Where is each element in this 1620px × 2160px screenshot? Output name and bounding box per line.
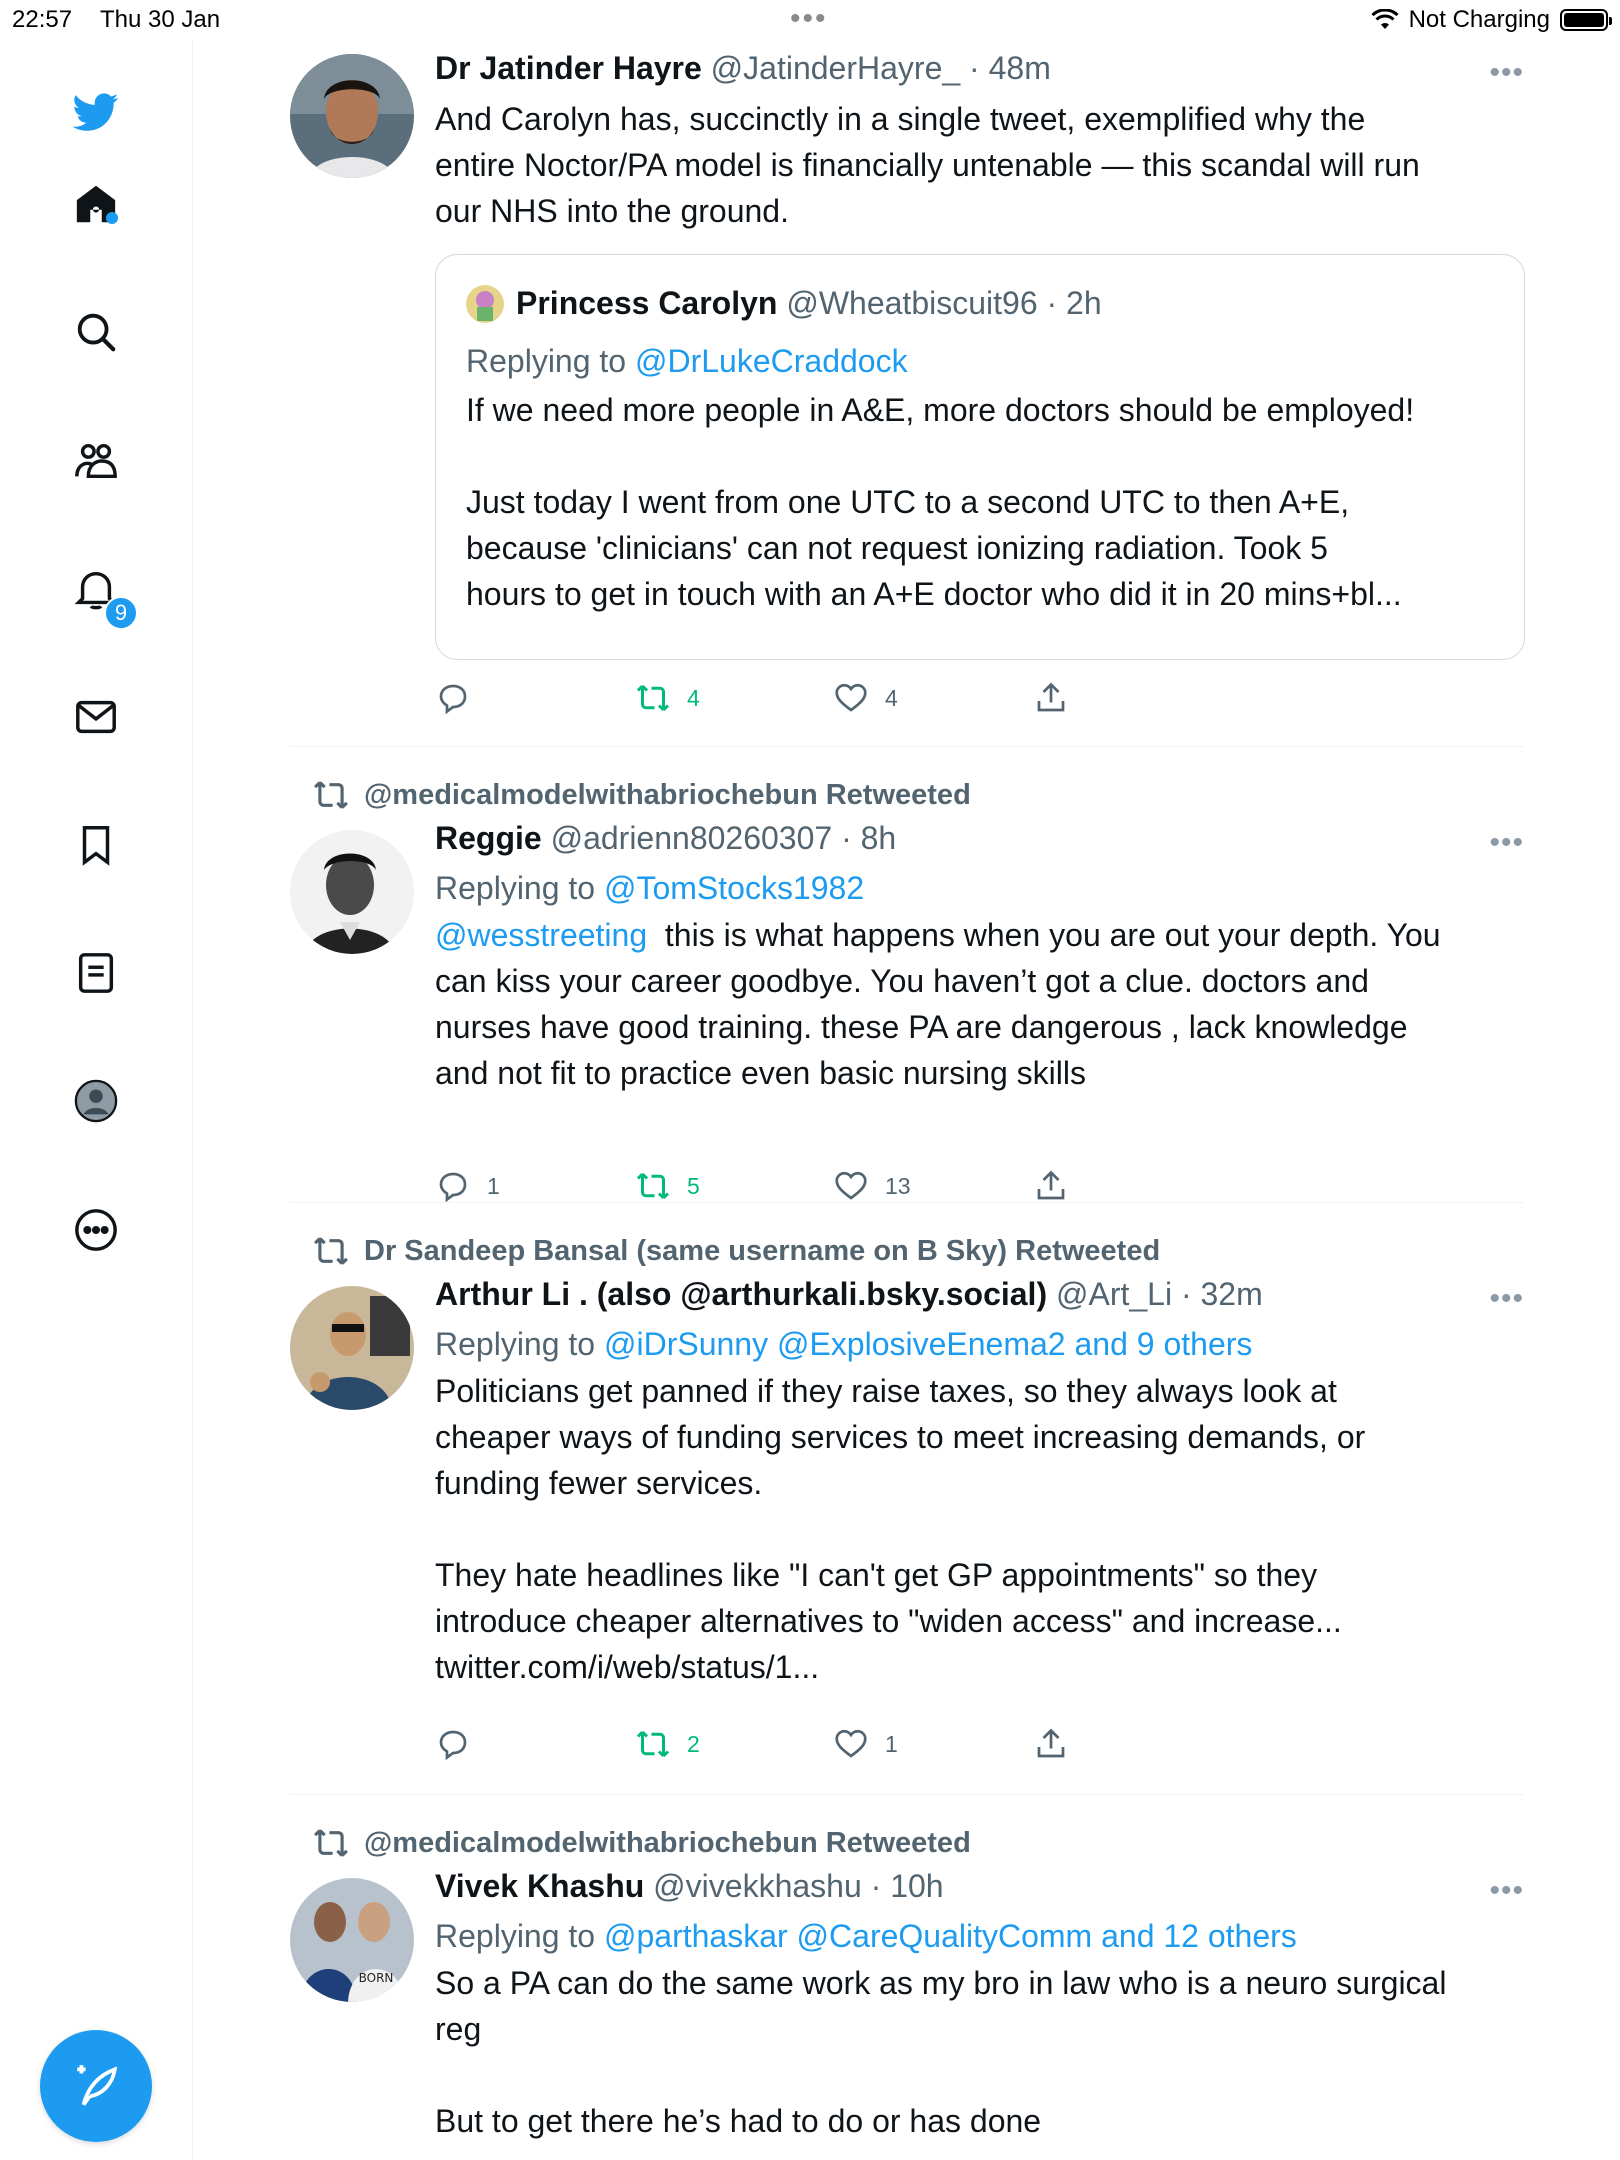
tweet[interactable] (290, 1222, 1524, 1822)
share-icon (1033, 1726, 1069, 1762)
avatar[interactable] (290, 1286, 414, 1410)
avatar[interactable] (290, 830, 414, 954)
status-bar (0, 0, 1620, 40)
share-button[interactable] (1033, 1168, 1069, 1204)
heart-icon (833, 1168, 869, 1204)
replying-label: Replying to (435, 1918, 604, 1954)
retweet-indicator-icon (312, 1824, 350, 1862)
reply-button[interactable] (435, 1726, 487, 1762)
twitter-logo-icon[interactable] (68, 84, 124, 140)
like-count: 13 (885, 1172, 911, 1199)
share-button[interactable] (1033, 680, 1069, 716)
search-icon[interactable] (68, 304, 124, 360)
tweet[interactable] (290, 1814, 1524, 2160)
tweet-text (435, 912, 1510, 1096)
retweeted-by[interactable] (364, 1232, 1161, 1270)
tweet-header (435, 1276, 1263, 1313)
share-button[interactable] (1033, 1726, 1069, 1762)
charging-status: Not Charging (1408, 6, 1550, 33)
home-unread-dot (106, 212, 118, 224)
quoted-reply-mention[interactable]: @DrLukeCraddock (634, 343, 908, 379)
retweeted-by-text: Dr Sandeep Bansal (same username on B Sky) Retweeted (364, 1234, 1161, 1267)
retweet-icon (635, 680, 671, 716)
retweet-button[interactable] (635, 1726, 700, 1762)
quoted-tweet-text: If we need more people in A&E, more doctors should be employed! Just today I went from one UTC to a second UTC to then A+E, because 'clinicians' can not request ionizing radiation. Took 5 hours to get in touch with an A+E doctor who did it in 20 mins+bl... (466, 392, 1415, 612)
reply-button[interactable] (435, 680, 487, 716)
tweet-divider (290, 1202, 1524, 1203)
like-button[interactable] (833, 680, 898, 716)
author-name[interactable]: Arthur Li . (also @arthurkali.bsky.social) (435, 1276, 1048, 1312)
tweet-time[interactable]: · 48m (960, 50, 1051, 86)
tweet-text: Politicians get panned if they raise taxes, so they always look at cheaper ways of funding services to meet increasing demands, or funding fewer services. They hate headlines like "I can't get GP appointments" so they introduce cheaper alternatives to "widen access" and increase... (435, 1373, 1366, 1639)
retweet-icon (635, 1726, 671, 1762)
multitasking-dots-icon[interactable]: ••• (790, 2, 828, 35)
retweet-indicator-icon (312, 1232, 350, 1270)
like-button[interactable] (833, 1168, 911, 1204)
heart-icon (833, 680, 869, 716)
tweet-more-icon[interactable]: ••• (1489, 1874, 1524, 1907)
retweeted-by[interactable] (364, 1824, 971, 1862)
tweet-actions (435, 1726, 1135, 1766)
tweet-header (435, 1868, 944, 1905)
quoted-author-handle: @Wheatbiscuit96 (786, 285, 1038, 321)
replying-to (435, 1326, 1252, 1363)
tweet-text: And Carolyn has, succinctly in a single tweet, exemplified why the entire Noctor/PA model is financially untenable — this scandal will run our NHS into the ground. (435, 101, 1420, 229)
tweet[interactable] (290, 40, 1524, 740)
reply-icon (435, 1726, 471, 1762)
retweet-button[interactable] (635, 1168, 700, 1204)
tweet-mention[interactable]: @wesstreeting (435, 917, 648, 953)
quoted-tweet[interactable] (435, 254, 1525, 660)
author-handle[interactable]: @vivekkhashu (653, 1868, 862, 1904)
replying-to (435, 870, 864, 907)
compose-tweet-button[interactable] (40, 2030, 152, 2142)
tweet-divider (290, 1794, 1524, 1795)
retweeted-by[interactable] (364, 776, 971, 814)
author-handle[interactable]: @JatinderHayre_ (710, 50, 961, 86)
status-time: 22:57 (12, 6, 73, 33)
share-icon (1033, 680, 1069, 716)
tweet-divider (290, 746, 1524, 747)
retweet-count: 4 (687, 684, 700, 711)
like-count: 4 (885, 684, 898, 711)
reply-count: 1 (487, 1172, 500, 1199)
reply-icon (435, 1168, 471, 1204)
sidebar (0, 40, 193, 2160)
tweet-header (435, 50, 1051, 87)
replying-to (435, 1918, 1297, 1955)
tweet-actions (435, 680, 1135, 720)
replying-label: Replying to (435, 1326, 604, 1362)
retweet-count: 5 (687, 1172, 700, 1199)
author-handle[interactable]: @Art_Li (1055, 1276, 1173, 1312)
communities-icon[interactable] (68, 433, 124, 489)
replying-label: Replying to (435, 870, 604, 906)
battery-icon (1560, 9, 1608, 31)
profile-avatar-icon[interactable] (68, 1073, 124, 1129)
quoted-author-name: Princess Carolyn (516, 285, 778, 321)
tweet-more-icon[interactable]: ••• (1489, 1282, 1524, 1315)
tweet-more-icon[interactable]: ••• (1489, 56, 1524, 89)
tweet-body-text: this is what happens when you are out your depth. You can kiss your career goodbye. You haven’t got a clue. doctors and nurses have good training. these PA are dangerous , lack knowledge and not fit to practice even basic nursing skills (435, 917, 1441, 1091)
messages-envelope-icon[interactable] (68, 689, 124, 745)
compose-feather-icon (71, 2061, 121, 2111)
like-button[interactable] (833, 1726, 898, 1762)
avatar[interactable] (290, 1878, 414, 2002)
tweet-text: So a PA can do the same work as my bro in law who is a neuro surgical reg But to get there he’s had to do or has done (435, 1965, 1447, 2139)
quoted-tweet-time: · 2h (1037, 285, 1102, 321)
retweet-button[interactable] (635, 680, 700, 716)
tweet-more-icon[interactable]: ••• (1489, 826, 1524, 859)
retweet-count: 2 (687, 1730, 700, 1757)
reply-button[interactable] (435, 1168, 500, 1204)
reply-icon (435, 680, 471, 716)
avatar[interactable] (290, 54, 414, 178)
home-icon[interactable] (68, 176, 124, 232)
tweet-time[interactable]: · 8h (832, 820, 897, 856)
author-name[interactable]: Vivek Khashu (435, 1868, 645, 1904)
quoted-avatar (466, 285, 504, 323)
retweet-indicator-icon (312, 776, 350, 814)
replying-label: Replying to (466, 343, 635, 379)
tweet-time[interactable]: · 10h (861, 1868, 944, 1904)
quoted-header (516, 285, 1102, 322)
author-name[interactable]: Dr Jatinder Hayre (435, 50, 702, 86)
bookmarks-icon[interactable] (68, 817, 124, 873)
tweet-time[interactable]: · 32m (1172, 1276, 1263, 1312)
share-icon (1033, 1168, 1069, 1204)
retweeted-by-text: @medicalmodelwithabriochebun Retweeted (364, 1826, 971, 1859)
notification-count-badge: 9 (104, 596, 138, 630)
reply-mention[interactable]: @TomStocks1982 (603, 870, 865, 906)
reply-mentions[interactable]: @iDrSunny @ExplosiveEnema2 and 9 others (603, 1326, 1253, 1362)
tweet-link[interactable]: twitter.com/i/web/status/1... (435, 1649, 820, 1685)
heart-icon (833, 1726, 869, 1762)
more-options-icon[interactable] (68, 1202, 124, 1258)
retweeted-by-text: @medicalmodelwithabriochebun Retweeted (364, 778, 971, 811)
author-handle[interactable]: @adrienn80260307 (550, 820, 833, 856)
tweet[interactable] (290, 766, 1524, 1206)
wifi-icon (1371, 9, 1399, 31)
status-date: Thu 30 Jan (100, 6, 221, 33)
author-name[interactable]: Reggie (435, 820, 542, 856)
tweet-header (435, 820, 896, 857)
like-count: 1 (885, 1730, 898, 1757)
quoted-replying-to (466, 343, 908, 380)
lists-icon[interactable] (68, 945, 124, 1001)
retweet-icon (635, 1168, 671, 1204)
avatar-shirt-text: BORN (358, 1971, 394, 1985)
reply-mentions[interactable]: @parthaskar @CareQualityComm and 12 others (603, 1918, 1297, 1954)
